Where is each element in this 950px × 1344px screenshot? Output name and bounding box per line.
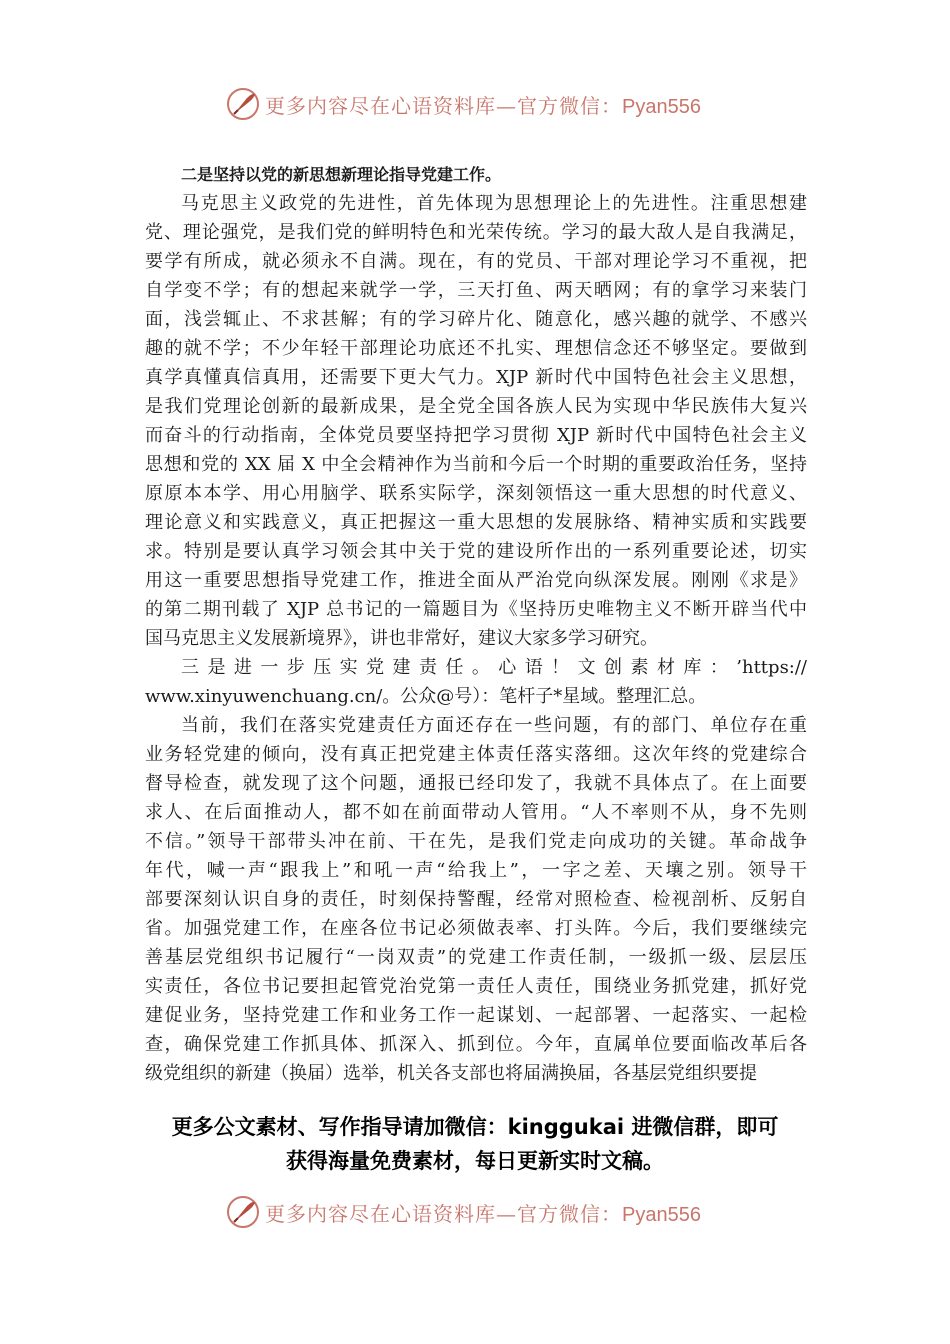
text-line: 建促业务，坚持党建工作和业务工作一起谋划、一起部署、一起落实、一起检 bbox=[145, 1005, 807, 1026]
promo-line-1: 更多公文素材、写作指导请加微信：kinggukai 进微信群，即可 bbox=[171, 1115, 779, 1139]
text-line: 思想和党的 XX 届 X 中全会精神作为当前和今后一个时期的重要政治任务，坚持 bbox=[145, 454, 807, 475]
section-heading-third-cont: www.xinyuwenchuang.cn/。公众@号）：笔杆子*星域。整理汇总。 bbox=[145, 686, 707, 707]
text-line: 督导检查，就发现了这个问题，通报已经印发了，我就不具体点了。在上面要 bbox=[145, 773, 807, 794]
section-heading-third: 三 是 进 一 步 压 实 党 建 责 任 。 心 语 ！ 文 创 素 材 库 ： ’https:// bbox=[181, 657, 807, 678]
text-line: 用这一重要思想指导党建工作，推进全面从严治党向纵深发展。刚刚《求是》 bbox=[145, 570, 807, 591]
paragraph-theory bbox=[145, 189, 807, 653]
text-line: 要学有所成，就必须永不自满。现在，有的党员、干部对理论学习不重视，把 bbox=[145, 251, 807, 272]
text-line: 趣的就不学；不少年轻干部理论功底还不扎实、理想信念还不够坚定。要做到 bbox=[145, 338, 807, 359]
watermark-text: 更多内容尽在心语资料库—官方微信：Pyan556 bbox=[265, 1201, 701, 1226]
promo-banner bbox=[120, 1110, 830, 1178]
text-line: 实责任，各位书记要担起管党治党第一责任人责任，围绕业务抓党建，抓好党 bbox=[145, 976, 807, 997]
text-line: 自学变不学；有的想起来就学一学，三天打鱼、两天晒网；有的拿学习来装门 bbox=[145, 280, 807, 301]
text-line: 部要深刻认识自身的责任，时刻保持警醒，经常对照检查、检视剖析、反躬自 bbox=[145, 889, 807, 910]
text-line: 真学真懂真信真用，还需要下更大气力。XJP 新时代中国特色社会主义思想， bbox=[145, 367, 807, 388]
text-line: 级党组织的新建（换届）选举，机关各支部也将届满换届，各基层党组织要提 bbox=[145, 1063, 757, 1084]
text-line: 国马克思主义发展新境界》，讲也非常好，建议大家多学习研究。 bbox=[145, 628, 658, 649]
text-line: 理论意义和实践意义，真正把握这一重大思想的发展脉络、精神实质和实践要 bbox=[145, 512, 807, 533]
watermark-header bbox=[225, 84, 745, 124]
paragraph-responsibility bbox=[145, 711, 807, 1088]
text-line: 年代，喊一声“跟我上”和吼一声“给我上”，一字之差、天壤之别。领导干 bbox=[145, 860, 807, 881]
watermark-wechat-id: Pyan556 bbox=[622, 1203, 701, 1226]
text-line: 善基层党组织书记履行“一岗双责”的党建工作责任制，一级抓一级、层层压 bbox=[145, 947, 807, 968]
document-body bbox=[145, 160, 807, 1088]
text-line: 当前，我们在落实党建责任方面还存在一些问题，有的部门、单位存在重 bbox=[181, 715, 807, 736]
quill-pen-logo-icon bbox=[225, 1194, 261, 1230]
text-line: 的第二期刊载了 XJP 总书记的一篇题目为《坚持历史唯物主义不断开辟当代中 bbox=[145, 599, 807, 620]
section-heading: 二是坚持以党的新思想新理论指导党建工作。 bbox=[181, 165, 502, 184]
watermark-footer bbox=[225, 1192, 745, 1232]
text-line: 省。加强党建工作，在座各位书记必须做表率、打头阵。今后，我们要继续完 bbox=[145, 918, 807, 939]
text-line: 不信。”领导干部带头冲在前、干在先，是我们党走向成功的关键。革命战争 bbox=[145, 831, 807, 852]
text-line: 而奋斗的行动指南，全体党员要坚持把学习贯彻 XJP 新时代中国特色社会主义 bbox=[145, 425, 807, 446]
promo-line-2: 获得海量免费素材，每日更新实时文稿。 bbox=[286, 1149, 664, 1173]
watermark-wechat-id: Pyan556 bbox=[622, 95, 701, 118]
text-line: 是我们党理论创新的最新成果，是全党全国各族人民为实现中华民族伟大复兴 bbox=[145, 396, 807, 417]
text-line: 求人、在后面推动人，都不如在前面带动人管用。“人不率则不从，身不先则 bbox=[145, 802, 807, 823]
text-line: 原原本本学、用心用脑学、联系实际学，深刻领悟这一重大思想的时代意义、 bbox=[145, 483, 807, 504]
text-line: 面，浅尝辄止、不求甚解；有的学习碎片化、随意化，感兴趣的就学、不感兴 bbox=[145, 309, 807, 330]
watermark-text: 更多内容尽在心语资料库—官方微信：Pyan556 bbox=[265, 93, 701, 118]
quill-pen-logo-icon bbox=[225, 86, 261, 122]
text-line: 马克思主义政党的先进性，首先体现为思想理论上的先进性。注重思想建 bbox=[181, 193, 807, 214]
text-line: 业务轻党建的倾向，没有真正把党建主体责任落实落细。这次年终的党建综合 bbox=[145, 744, 807, 765]
text-line: 求。特别是要认真学习领会其中关于党的建设所作出的一系列重要论述，切实 bbox=[145, 541, 807, 562]
text-line: 查，确保党建工作抓具体、抓深入、抓到位。今年，直属单位要面临改革后各 bbox=[145, 1034, 807, 1055]
text-line: 党、理论强党，是我们党的鲜明特色和光荣传统。学习的最大敌人是自我满足， bbox=[145, 222, 807, 243]
